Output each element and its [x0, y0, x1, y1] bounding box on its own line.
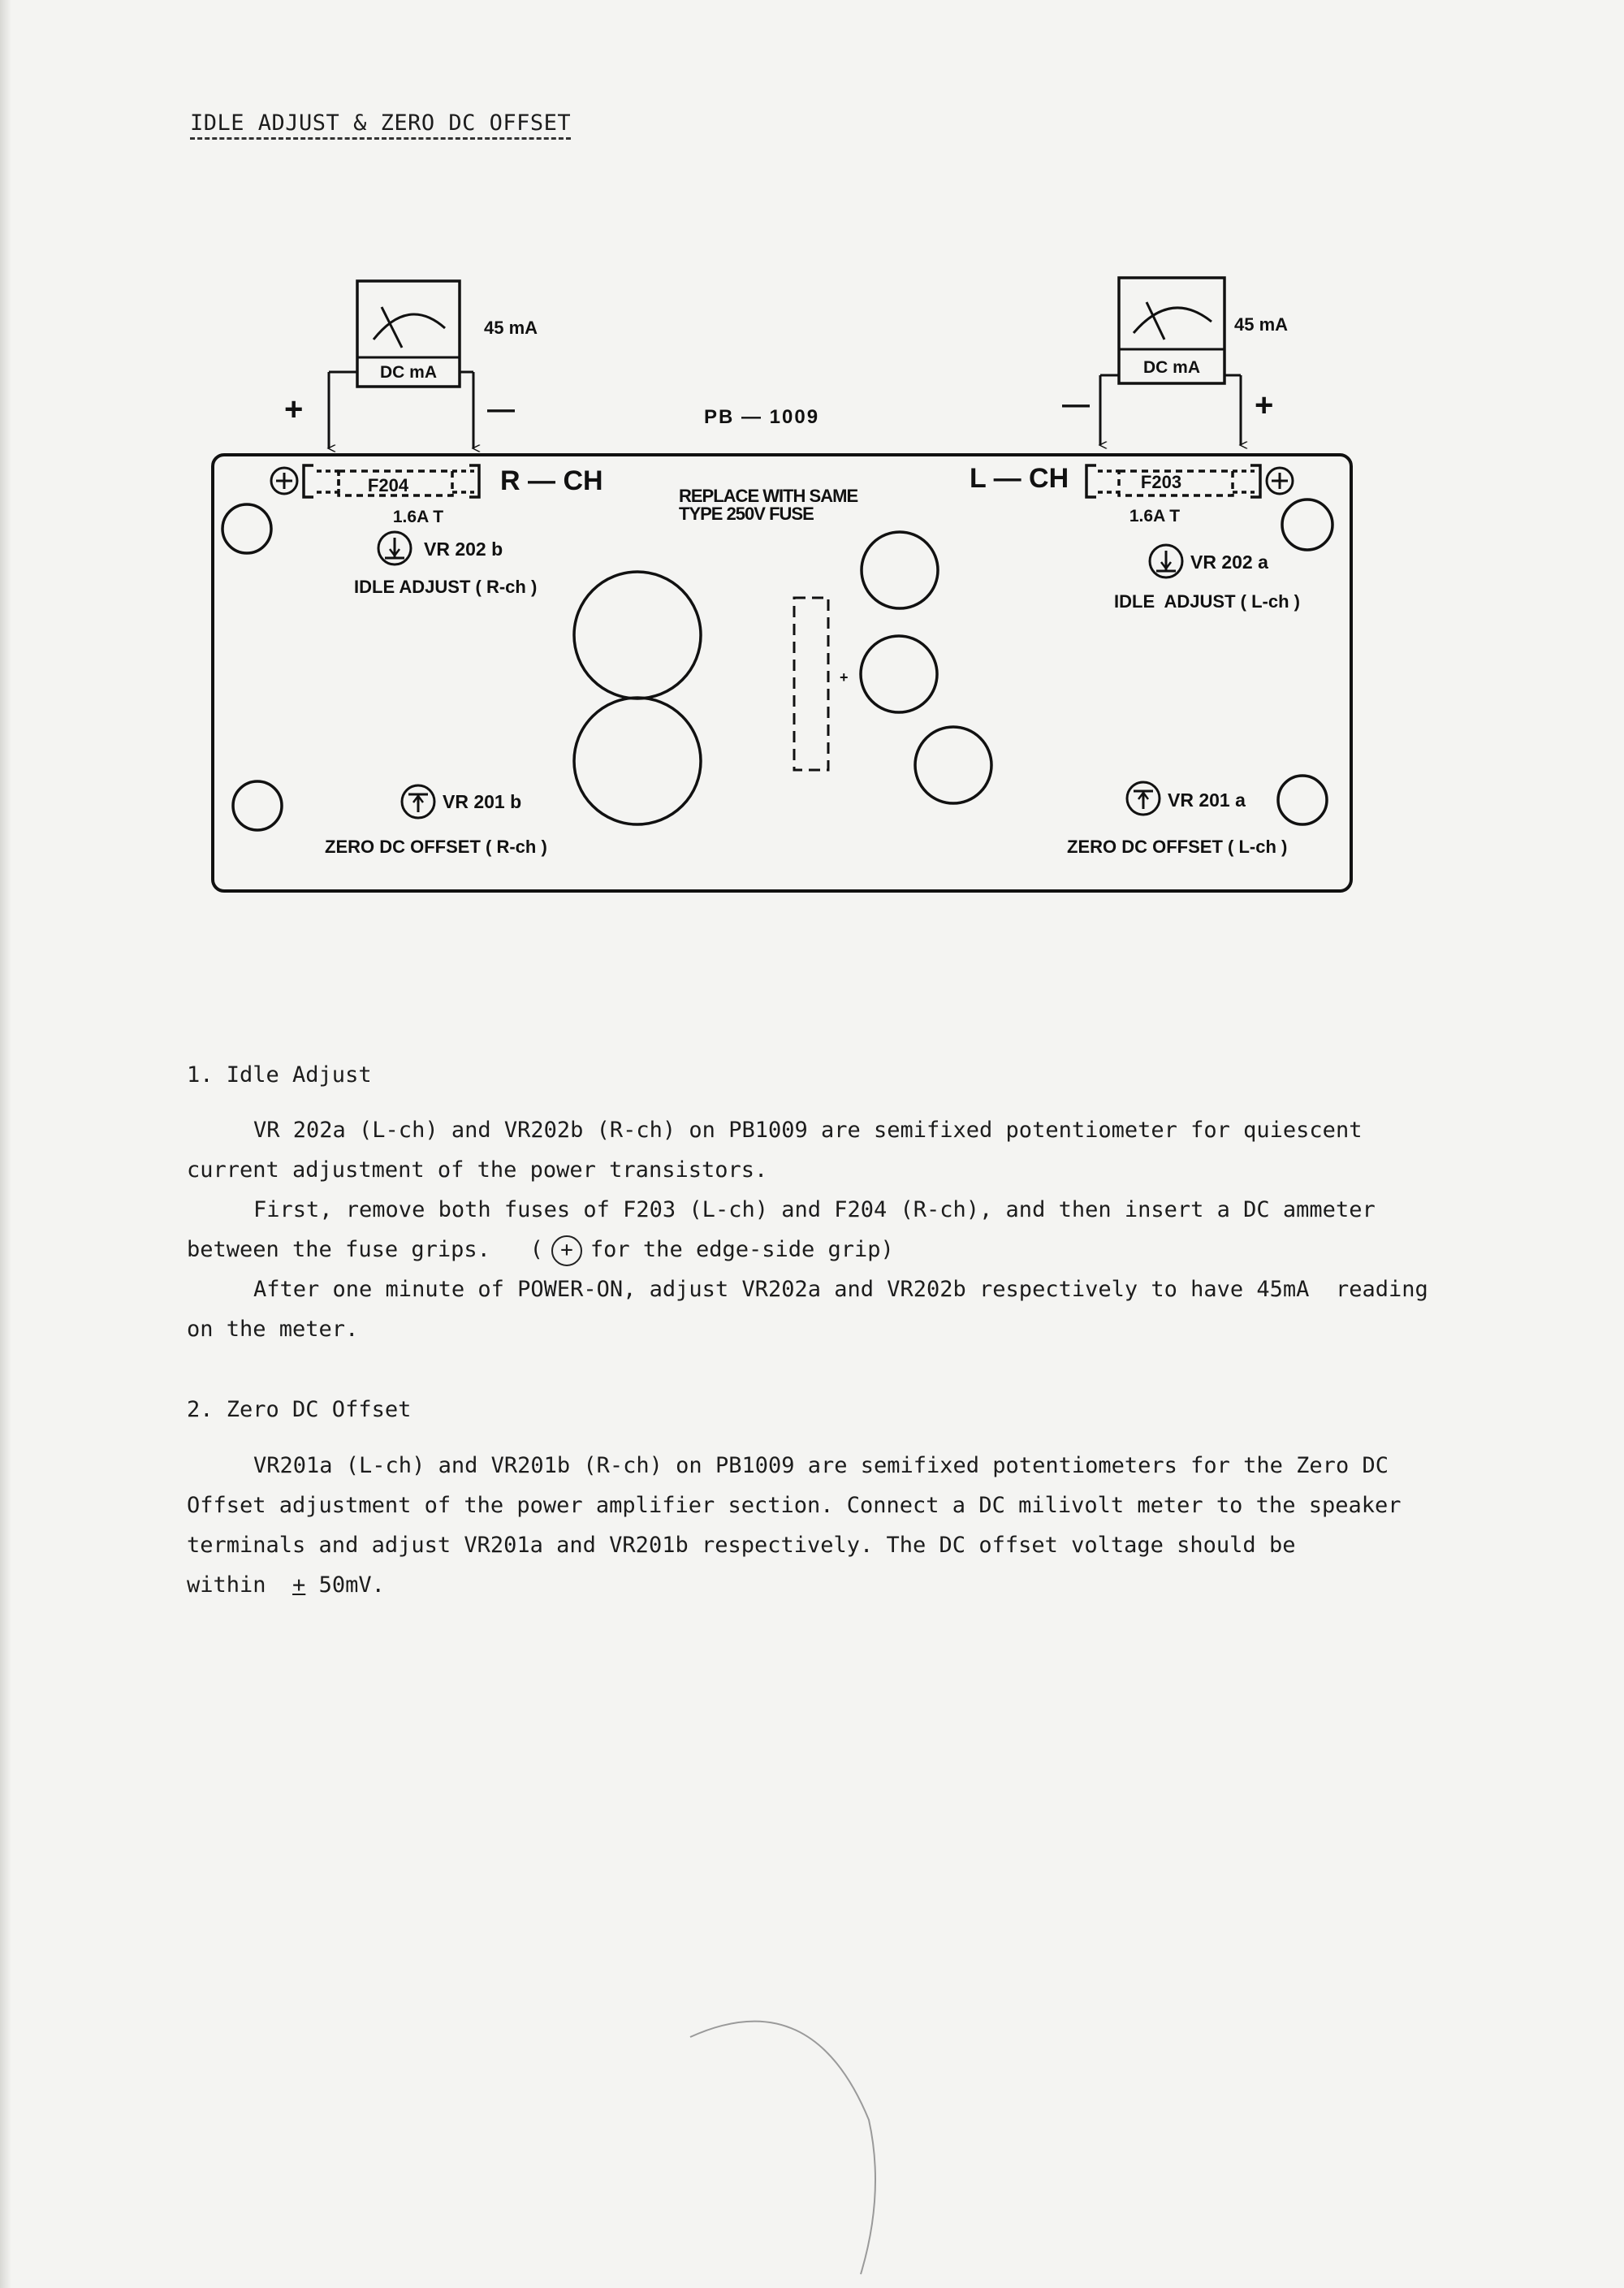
l-ch-offset-caption: ZERO DC OFFSET ( L-ch )	[1067, 837, 1288, 857]
l-ch-meter-label: DC mA	[1142, 358, 1201, 377]
vr201a-label: VR 201 a	[1168, 789, 1246, 811]
vr202b-label: VR 202 b	[424, 538, 503, 560]
l-ch-channel-label: L — CH	[970, 463, 1069, 494]
idle-p1-line1: VR 202a (L-ch) and VR202b (R-ch) on PB1009 are semifixed potentiometer for quiescent	[253, 1118, 1363, 1143]
r-ch-fuse-rating: 1.6A T	[392, 508, 444, 526]
r-ch-offset-caption: ZERO DC OFFSET ( R-ch )	[325, 837, 547, 857]
idle-p3-line1: After one minute of POWER-ON, adjust VR202a and VR202b respectively to have 45mA reading	[253, 1277, 1428, 1302]
l-ch-plus-sign: +	[1255, 387, 1274, 423]
idle-p2-line2-start: between the fuse grips. (	[187, 1237, 543, 1262]
offset-p1-line4-end: 50mV.	[305, 1572, 385, 1598]
offset-p1-line1: VR201a (L-ch) and VR201b (R-ch) on PB1009 are semifixed potentiometers for the Zero DC	[253, 1453, 1389, 1478]
center-plus-mark: +	[840, 669, 849, 686]
idle-p2-line2-end: for the edge-side grip)	[590, 1237, 894, 1262]
idle-p3-line2: on the meter.	[187, 1317, 359, 1342]
plus-minus-symbol: +	[292, 1572, 306, 1598]
section-zero-dc-offset-title: 2. Zero DC Offset	[187, 1397, 412, 1422]
circled-plus-icon: +	[551, 1235, 582, 1266]
offset-p1-line3: terminals and adjust VR201a and VR201b respectively. The DC offset voltage should be	[187, 1533, 1296, 1558]
r-ch-plus-sign: +	[284, 391, 304, 427]
r-ch-idle-caption: IDLE ADJUST ( R-ch )	[354, 577, 538, 597]
l-ch-meter-reading: 45 mA	[1234, 314, 1289, 335]
replace-note-line2: TYPE 250V FUSE	[679, 504, 814, 524]
idle-p2-line1: First, remove both fuses of F203 (L-ch) and F204 (R-ch), and then insert a DC ammeter	[253, 1197, 1376, 1222]
l-ch-fuse-rating: 1.6A T	[1129, 507, 1181, 526]
page-title: IDLE ADJUST & ZERO DC OFFSET	[190, 110, 571, 140]
l-ch-minus-sign: —	[1062, 389, 1090, 420]
r-ch-meter-reading: 45 mA	[484, 318, 538, 338]
r-ch-meter-label: DC mA	[379, 363, 438, 382]
r-ch-fuse-label: F204	[367, 475, 409, 495]
offset-p1-line4-start: within	[187, 1572, 293, 1598]
l-ch-fuse-label: F203	[1140, 472, 1182, 492]
idle-p1-line2: current adjustment of the power transistors.	[187, 1157, 768, 1183]
vr202a-label: VR 202 a	[1190, 551, 1268, 573]
r-ch-channel-label: R — CH	[500, 465, 603, 496]
section-idle-adjust-title: 1. Idle Adjust	[187, 1062, 372, 1088]
offset-p1-line2: Offset adjustment of the power amplifier section. Connect a DC milivolt meter to the speaker	[187, 1493, 1402, 1518]
replace-note-line1: REPLACE WITH SAME	[679, 486, 858, 506]
vr201b-label: VR 201 b	[443, 791, 522, 812]
l-ch-idle-caption: IDLE ADJUST ( L-ch )	[1114, 591, 1300, 612]
r-ch-minus-sign: —	[487, 394, 515, 425]
board-name: PB — 1009	[704, 406, 820, 428]
